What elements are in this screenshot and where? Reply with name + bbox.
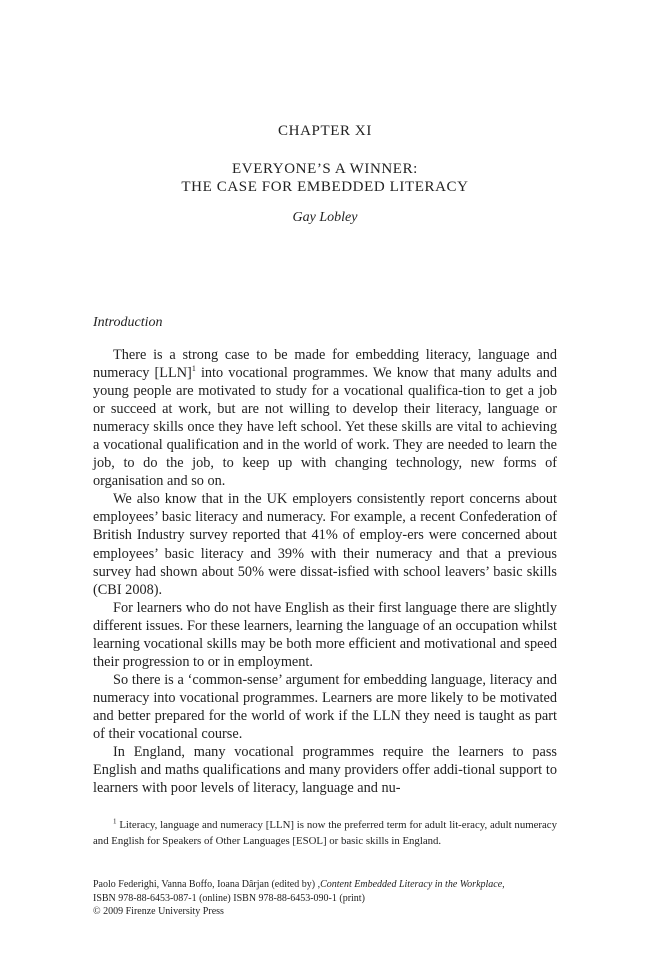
paragraph-1-start: There is a strong case to be made for embedding literacy, language and numeracy [LLN]	[93, 347, 557, 382]
footnote-reference[interactable]: 1	[191, 364, 196, 374]
publication-editors: Paolo Federighi, Vanna Boffo, Ioana Dârjan (edited by) ,	[93, 879, 321, 890]
publication-isbn: ISBN 978-88-6453-087-1 (online) ISBN 978-88-6453-090-1 (print)	[93, 892, 365, 904]
footnote	[93, 818, 557, 849]
footnote-text-block	[93, 818, 557, 849]
publication-copyright: © 2009 Firenze University Press	[93, 906, 224, 917]
paragraph-1-end: into vocational programmes. We know that many adults and young people are motivated to study for a vocational qualifica-tion to get a job or succeed at work, but are not willing to develop their literacy, language or numeracy skills once they have left school. Yet these skills are vital to achieving a vocational qualification and in the world of work. They are needed to learn the job, to do the job, to keep up with changing technology, new forms of organisation and so on.	[93, 365, 557, 490]
paragraph-1	[93, 346, 557, 490]
publication-citation	[93, 878, 563, 892]
paragraph-4: So there is a ‘common-sense’ argument for embedding language, literacy and numeracy into vocational programmes. Learners are more likely to be motivated and better prepared for the world of work if the LLN they need is taught as part of their vocational course.	[93, 671, 557, 742]
chapter-title-line-1: EVERYONE’S A WINNER:	[232, 161, 418, 177]
publication-info	[93, 878, 563, 919]
footnote-text: Literacy, language and numeracy [LLN] is now the preferred term for adult lit-eracy, adult numeracy and English for Speakers of Other Languages [ESOL] or basic skills in England.	[93, 819, 557, 847]
publication-book-title: Content Embedded Literacy in the Workplace,	[320, 879, 505, 890]
chapter-author: Gay Lobley	[292, 210, 358, 225]
paragraph-5: In England, many vocational programmes require the learners to pass English and maths qualifications and many providers offer addi-tional support to learners with poor levels of literacy, language and nu-	[93, 744, 557, 797]
body-text	[93, 346, 557, 797]
footnote-marker: 1	[113, 817, 117, 826]
paragraph-2: We also know that in the UK employers consistently report concerns about employees’ basic literacy and numeracy. For example, a recent Confederation of British Industry survey reported that 41% of employ-ers were concerned about employees’ basic literacy and 39% with their numeracy and that a previous survey had shown about 50% were dissat-isfied with school leavers’ basic skills (CBI 2008).	[93, 491, 557, 598]
chapter-title-line-2: THE CASE FOR EMBEDDED LITERACY	[181, 179, 469, 195]
chapter-label: CHAPTER XI	[278, 123, 372, 139]
section-heading: Introduction	[93, 315, 163, 330]
chapter-title	[0, 160, 650, 196]
paragraph-3: For learners who do not have English as their first language there are slightly different issues. For these learners, learning the language of an occupation whilst learning vocational skills may be both more efficient and motivational and speed their progression to or in employment.	[93, 599, 557, 670]
